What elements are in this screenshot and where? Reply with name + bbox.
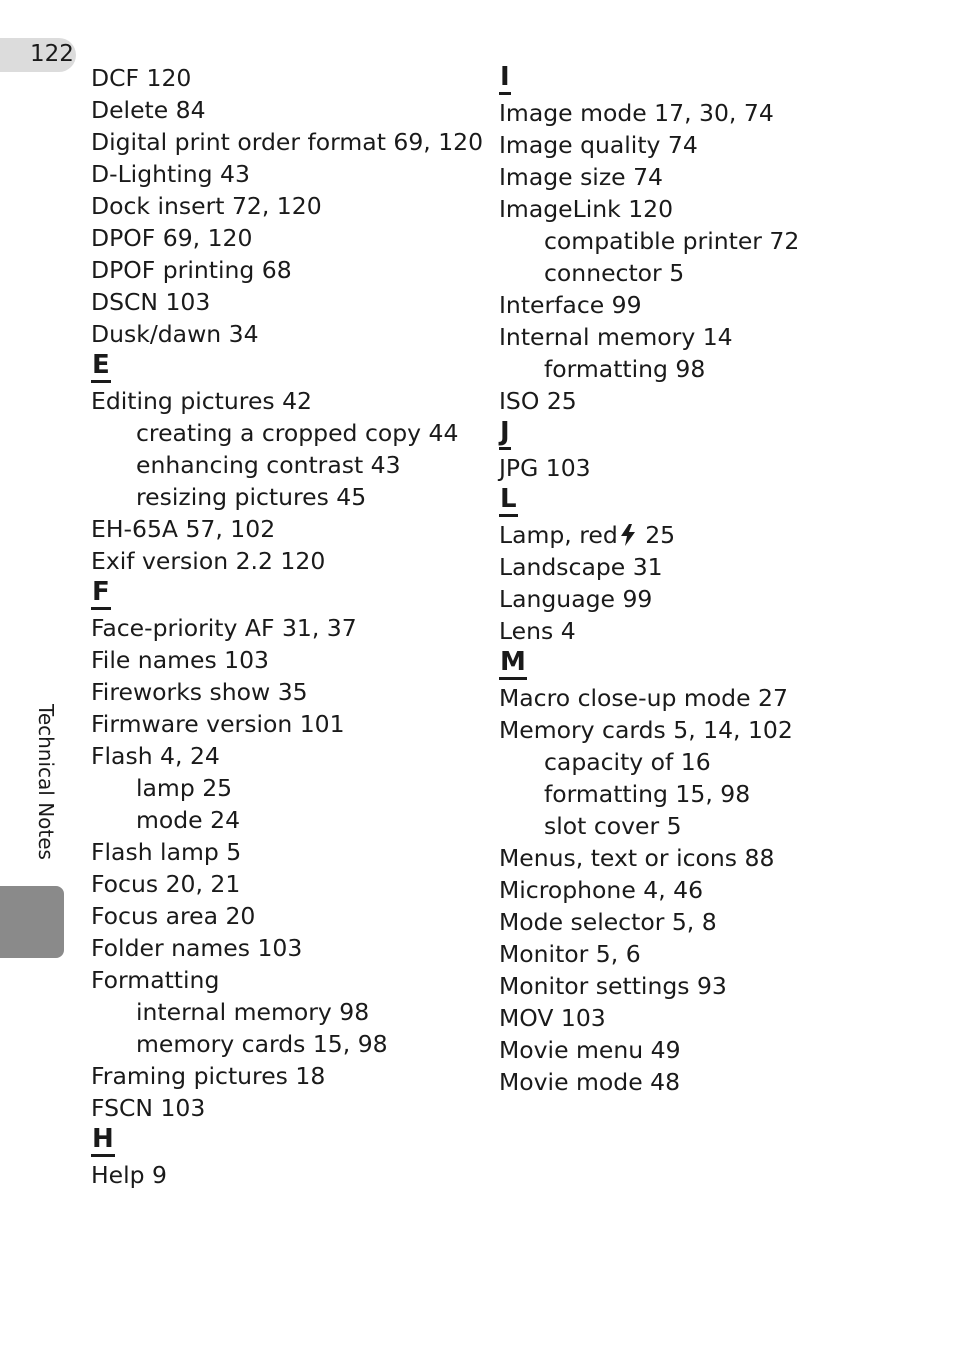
index-entry: Dock insert 72, 120	[91, 192, 322, 220]
index-entry: Mode selector 5, 8	[499, 908, 717, 936]
index-entry: Digital print order format 69, 120	[91, 128, 484, 156]
index-entry: MOV 103	[499, 1004, 606, 1032]
index-entry: Focus 20, 21	[91, 870, 241, 898]
index-entry: Lens 4	[499, 617, 576, 645]
index-section-letter: E	[91, 350, 111, 383]
index-entry: Help 9	[91, 1161, 167, 1189]
index-subentry: formatting 98	[544, 355, 706, 383]
index-entry: Movie menu 49	[499, 1036, 681, 1064]
index-subentry: enhancing contrast 43	[136, 451, 401, 479]
index-entry: Face-priority AF 31, 37	[91, 614, 357, 642]
index-entry: Image mode 17, 30, 74	[499, 99, 774, 127]
index-entry: ImageLink 120	[499, 195, 674, 223]
index-entry: EH-65A 57, 102	[91, 515, 276, 543]
index-entry: Monitor 5, 6	[499, 940, 641, 968]
index-entry: Firmware version 101	[91, 710, 345, 738]
index-section-letter: F	[91, 577, 111, 610]
index-entry: Internal memory 14	[499, 323, 733, 351]
flash-bolt-icon	[620, 524, 636, 546]
index-section-letter: H	[91, 1124, 115, 1157]
index-entry: Folder names 103	[91, 934, 303, 962]
index-column-left	[91, 62, 484, 1191]
index-entry: Fireworks show 35	[91, 678, 308, 706]
index-entry: Macro close-up mode 27	[499, 684, 788, 712]
index-subentry: memory cards 15, 98	[136, 1030, 388, 1058]
index-subentry: resizing pictures 45	[136, 483, 367, 511]
index-entry: Landscape 31	[499, 553, 663, 581]
index-entry: DPOF printing 68	[91, 256, 292, 284]
index-subentry: formatting 15, 98	[544, 780, 751, 808]
index-entry: Language 99	[499, 585, 653, 613]
index-entry: Interface 99	[499, 291, 642, 319]
index-entry: FSCN 103	[91, 1094, 206, 1122]
index-subentry: capacity of 16	[544, 748, 711, 776]
section-thumb-tab	[0, 886, 64, 958]
index-subentry: creating a cropped copy 44	[136, 419, 459, 447]
index-entry: DPOF 69, 120	[91, 224, 253, 252]
index-entry: Formatting	[91, 966, 220, 994]
index-entry: ISO 25	[499, 387, 577, 415]
index-subentry: compatible printer 72	[544, 227, 800, 255]
index-entry: Editing pictures 42	[91, 387, 313, 415]
index-entry: Menus, text or icons 88	[499, 844, 775, 872]
index-column-right	[499, 62, 899, 1098]
index-entry: Movie mode 48	[499, 1068, 681, 1096]
index-entry: DCF 120	[91, 64, 192, 92]
index-entry: Focus area 20	[91, 902, 256, 930]
index-subentry: connector 5	[544, 259, 685, 287]
index-section-letter: M	[499, 647, 527, 680]
index-section-letter: J	[499, 417, 511, 450]
index-entry: Lamp, red 25	[499, 521, 676, 549]
index-entry: Dusk/dawn 34	[91, 320, 259, 348]
index-entry: Microphone 4, 46	[499, 876, 704, 904]
index-subentry: slot cover 5	[544, 812, 682, 840]
index-section-letter: L	[499, 484, 518, 517]
index-entry: Image size 74	[499, 163, 664, 191]
index-subentry: mode 24	[136, 806, 241, 834]
index-entry: Flash lamp 5	[91, 838, 242, 866]
index-entry: Flash 4, 24	[91, 742, 220, 770]
index-entry: D-Lighting 43	[91, 160, 250, 188]
index-section-letter: I	[499, 62, 511, 95]
index-entry: Image quality 74	[499, 131, 698, 159]
index-entry: Exif version 2.2 120	[91, 547, 326, 575]
index-subentry: internal memory 98	[136, 998, 370, 1026]
index-entry: Delete 84	[91, 96, 206, 124]
page-number: 122	[30, 41, 74, 67]
index-entry: File names 103	[91, 646, 270, 674]
section-side-label: Technical Notes	[34, 704, 58, 860]
index-entry: JPG 103	[499, 454, 591, 482]
index-subentry: lamp 25	[136, 774, 233, 802]
index-entry: Memory cards 5, 14, 102	[499, 716, 793, 744]
index-entry: DSCN 103	[91, 288, 211, 316]
index-entry: Framing pictures 18	[91, 1062, 326, 1090]
index-entry: Monitor settings 93	[499, 972, 727, 1000]
